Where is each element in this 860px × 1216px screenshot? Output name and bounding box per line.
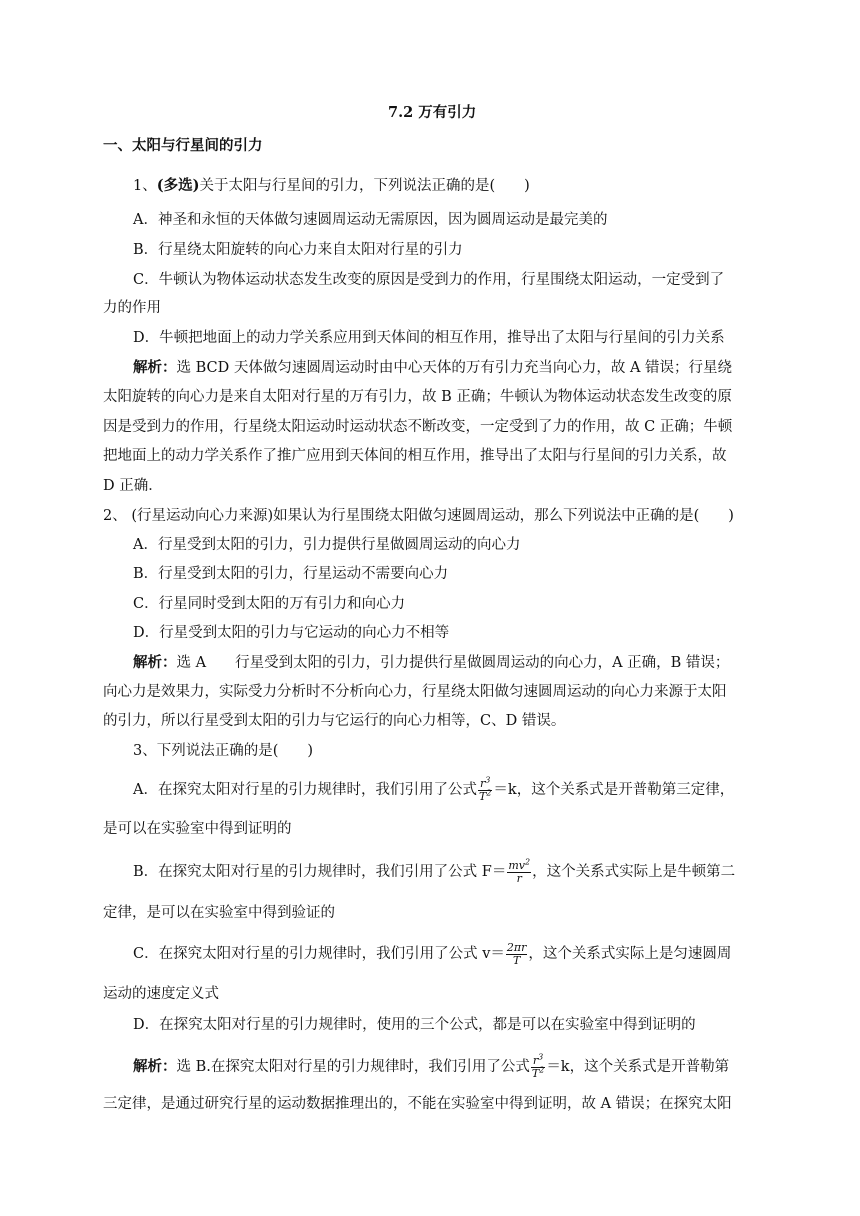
q3-option-b-line1 — [133, 856, 735, 888]
q2-analysis-text: 选 A 行星受到太阳的引力，引力提供行星做圆周运动的向心力，A 正确，B 错误； — [176, 655, 730, 671]
q3-option-b-line2: 定律，是可以在实验室中得到验证的 — [103, 905, 335, 921]
q1-tag: (多选) — [156, 177, 200, 194]
q1-analysis-text: 选 BCD 天体做匀速圆周运动时由中心天体的万有引力充当向心力，故 A 错误；行星绕 — [176, 360, 733, 376]
q1-option-b: B．行星绕太阳旋转的向心力来自太阳对行星的引力 — [133, 242, 463, 258]
q2-analysis-line3: 的引力，所以行星受到太阳的引力与它运行的向心力相等，C、D 错误。 — [103, 713, 566, 729]
q1-analysis-line3: 因是受到力的作用，行星绕太阳运动时运动状态不断改变，一定受到了力的作用，故 C 正确；牛顿 — [103, 419, 733, 435]
kepler-formula-analysis: $\frac{r^3}{T^2}$ — [531, 1051, 545, 1080]
q2-option-a: A．行星受到太阳的引力，引力提供行星做圆周运动的向心力 — [133, 537, 521, 553]
q2-option-b: B．行星受到太阳的引力，行星运动不需要向心力 — [133, 566, 449, 582]
q3-option-a-text-end: ＝k，这个关系式是开普勒第三定律， — [493, 782, 735, 798]
velocity-formula: $\frac{2\pi r}{T}$ — [506, 940, 527, 967]
q1-text: 关于太阳与行星间的引力，下列说法正确的是( ) — [199, 178, 530, 194]
q1-number: 1、 — [133, 178, 157, 194]
q1-stem — [133, 176, 530, 196]
q1-analysis-line2: 太阳旋转的向心力是来自太阳对行星的万有引力，故 B 正确；牛顿认为物体运动状态发生改变的原 — [103, 389, 732, 405]
q3-option-b-text-end: ，这个关系式实际上是牛顿第二 — [532, 864, 736, 880]
q3-option-a-text: A．在探究太阳对行星的引力规律时，我们引用了公式 — [133, 782, 477, 798]
q1-analysis-line5: D 正确． — [103, 478, 163, 494]
q1-option-a: A．神圣和永恒的天体做匀速圆周运动无需原因，因为圆周运动是最完美的 — [133, 212, 608, 228]
page-title: 7.2 万有引力 — [388, 104, 477, 121]
q3-analysis-line1 — [133, 1051, 729, 1083]
section-heading: 一、太阳与行星间的引力 — [103, 137, 263, 154]
q2-analysis-line2: 向心力是效果力，实际受力分析时不分析向心力，行星绕太阳做匀速圆周运动的向心力来源于太阳 — [103, 684, 727, 700]
newton-second-formula: $\frac{mv^2}{r}$ — [508, 856, 531, 885]
q1-analysis-line4: 把地面上的动力学关系作了推广应用到天体间的相互作用，推导出了太阳与行星间的引力关系，故 — [103, 448, 727, 464]
q1-option-d: D．牛顿把地面上的动力学关系应用到天体间的相互作用，推导出了太阳与行星间的引力关系 — [133, 330, 725, 346]
q1-analysis-line1 — [133, 358, 732, 378]
q3-option-b-text: B．在探究太阳对行星的引力规律时，我们引用了公式 F＝ — [133, 864, 507, 880]
q3-option-c-line2: 运动的速度定义式 — [103, 986, 219, 1002]
q2-analysis-label: 解析： — [133, 654, 177, 671]
q1-option-c-line2: 力的作用 — [103, 300, 161, 316]
q3-option-c-text-end: ，这个关系式实际上是匀速圆周 — [528, 946, 732, 962]
kepler-formula: $\frac{r^3}{T^2}$ — [478, 774, 492, 803]
q3-option-c-line1 — [133, 938, 731, 970]
q1-analysis-label: 解析： — [133, 359, 177, 376]
q3-option-a-line1 — [133, 774, 734, 806]
q3-analysis-label: 解析： — [133, 1058, 177, 1075]
q3-option-d: D．在探究太阳对行星的引力规律时，使用的三个公式，都是可以在实验室中得到证明的 — [133, 1017, 696, 1033]
q3-stem: 3、下列说法正确的是( ) — [133, 743, 314, 759]
q3-analysis-line2: 三定律，是通过研究行星的运动数据推理出的，不能在实验室中得到证明，故 A 错误；在探究太阳 — [103, 1096, 732, 1112]
q3-analysis-text-end: ＝k，这个关系式是开普勒第 — [546, 1059, 730, 1075]
q3-option-c-text: C．在探究太阳对行星的引力规律时，我们引用了公式 v＝ — [133, 946, 505, 962]
q1-option-c-line1: C．牛顿认为物体运动状态发生改变的原因是受到力的作用，行星围绕太阳运动，一定受到了 — [133, 272, 725, 288]
q3-analysis-text: 选 B.在探究太阳对行星的引力规律时，我们引用了公式 — [176, 1059, 530, 1075]
q3-option-a-line2: 是可以在实验室中得到证明的 — [103, 821, 292, 837]
q2-analysis-line1 — [133, 653, 729, 673]
q2-option-d: D．行星受到太阳的引力与它运动的向心力不相等 — [133, 625, 450, 641]
q2-stem: 2、 (行星运动向心力来源)如果认为行星围绕太阳做匀速圆周运动，那么下列说法中正确的是( ) — [103, 508, 734, 524]
q2-option-c: C．行星同时受到太阳的万有引力和向心力 — [133, 596, 406, 612]
